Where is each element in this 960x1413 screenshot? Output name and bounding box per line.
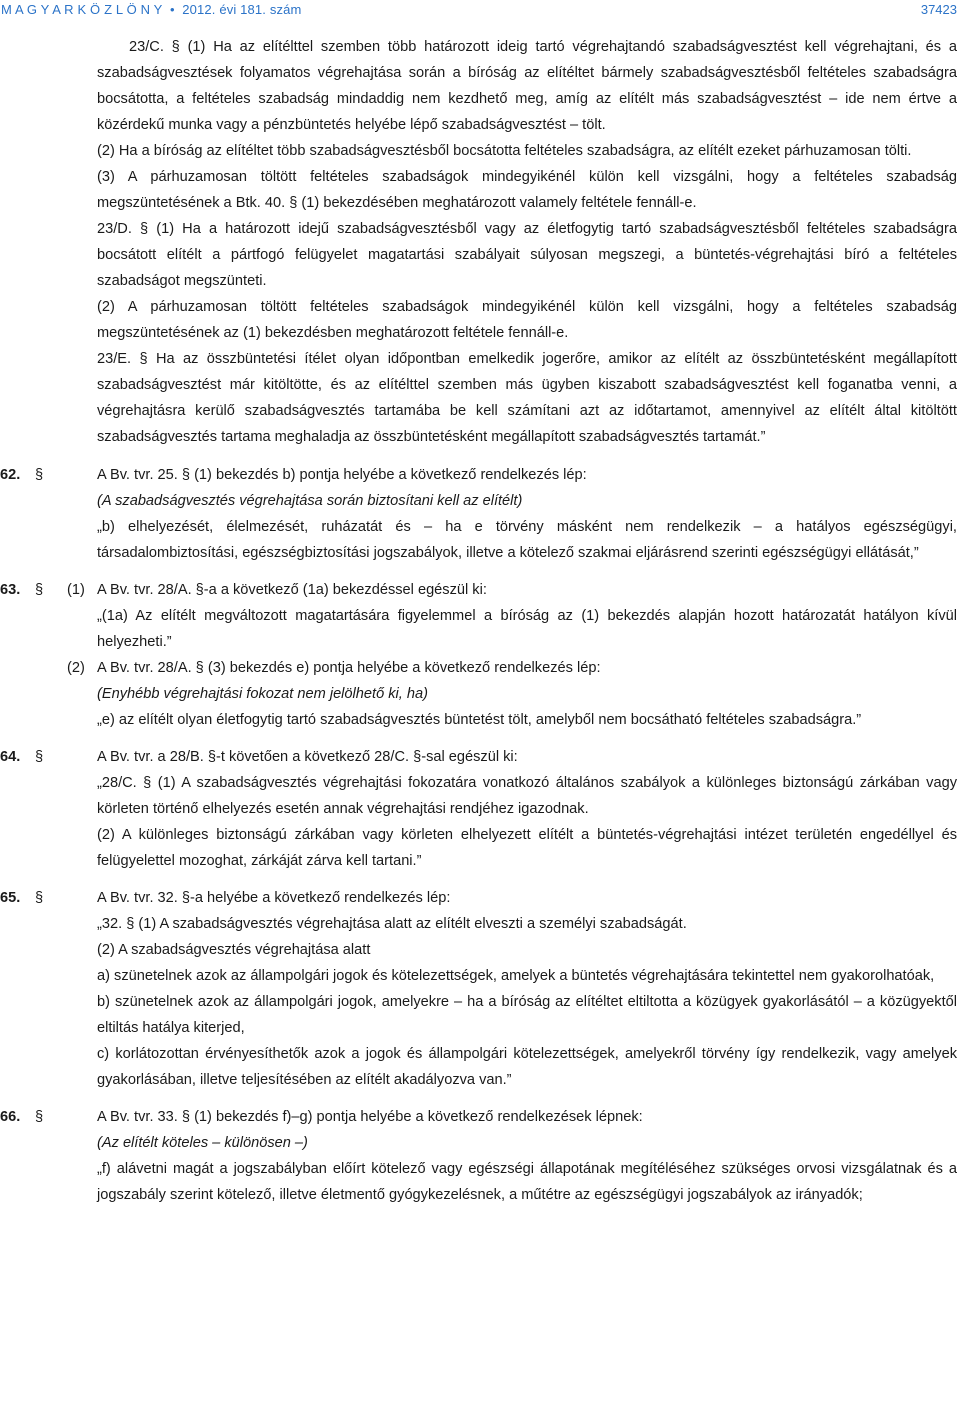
paragraph-23d-2: (2) A párhuzamosan töltött feltételes szabadságok mindegyikénél külön kell vizsgálni, hogy a feltételes szabadság megszüntetésének az (1) bekezdésben meghatározott feltétele fennáll-e. (97, 299, 957, 341)
item-62-text: „b) elhelyezését, élelmezését, ruházatát és – ha e törvény másként nem rendelkezik – a hatályos egészségügyi, társadalombiztosítási, egészségbiztosítási jogszabályok, illetve a kötelező szakmai eljárásrend szerinti egészségügyi ellátását,” (97, 519, 957, 561)
item-65-text-2: (2) A szabadságvesztés végrehajtása alatt (97, 942, 371, 958)
block-23 (0, 34, 960, 450)
paragraph-23c-3: (3) A párhuzamosan töltött feltételes szabadságok mindegyikénél külön kell vizsgálni, hogy a feltételes szabadság megszüntetésének a Btk. 40. § (1) bekezdésében meghatározott valamely feltétele fennáll-e. (97, 169, 957, 211)
item-65-text-1: „32. § (1) A szabadságvesztés végrehajtása alatt az elítélt elveszti a személyi szabadságát. (97, 916, 687, 932)
paragraph-23c-2: (2) Ha a bíróság az elítéltet több szabadságvesztésből bocsátotta feltételes szabadságra, az elítélt ezeket párhuzamosan tölti. (97, 143, 912, 159)
publication-title: M A G Y A R K Ö Z L Ö N Y (1, 2, 163, 17)
item-63-sub-2 (0, 655, 960, 733)
item-66-context: (Az elítélt köteles – különösen –) (97, 1135, 308, 1151)
item-65-line: A Bv. tvr. 32. §-a helyébe a következő rendelkezés lép: (97, 890, 451, 906)
item-number: 62. (0, 467, 21, 483)
item-65-point-c: c) korlátozottan érvényesíthetők azok a jogok és állampolgári kötelezettségek, amelyekről törvény így rendelkezik, vagy amelyek gyakorlásában, illetve teljesítésében az elítélt akadályozva van.” (97, 1046, 957, 1088)
item-number: 63. (0, 582, 21, 598)
page-number: 37423 (920, 2, 957, 17)
item-65-point-a: a) szünetelnek azok az állampolgári jogok és kötelezettségek, amelyek a büntetés végrehajtására tekintettel nem gyakorolhatóak, (97, 968, 935, 984)
section-sign: § (35, 582, 44, 598)
item-65 (0, 885, 960, 1093)
item-63 (0, 577, 960, 733)
item-62-line: A Bv. tvr. 25. § (1) bekezdés b) pontja helyébe a következő rendelkezés lép: (97, 467, 587, 483)
item-62 (0, 462, 960, 566)
item-63-1-text: „(1a) Az elítélt megváltozott magatartására figyelemmel a bíróság az (1) bekezdés alapján hozott határozatát hatályon kívül helyezheti.” (97, 608, 957, 650)
item-64-text-2: (2) A különleges biztonságú zárkában vagy körleten elhelyezett elítélt a büntetés-végrehajtási intézet területén engedéllyel és felügyelettel mozoghat, zárkáját zárva kell tartani.” (97, 827, 957, 869)
section-sign: § (35, 467, 44, 483)
document-body (0, 34, 960, 1208)
item-64-text-1: „28/C. § (1) A szabadságvesztés végrehajtási fokozatára vonatkozó általános szabályok a különleges biztonságú zárkában vagy körleten történő elhelyezés esetén annak végrehajtási rendjéhez igazodnak. (97, 775, 957, 817)
subsection-number: (2) (67, 660, 85, 676)
item-64 (0, 744, 960, 874)
item-66-text: „f) alávetni magát a jogszabályban előírt kötelező vagy egészségi állapotának megítéléséhez szükséges orvosi vizsgálatnak és a jogszabály szerint kötelező, illetve életmentő gyógykezelésnek, a műtétre az egészségügyi jogszabályok az irányadók; (97, 1161, 957, 1203)
section-sign: § (35, 890, 44, 906)
item-66-line: A Bv. tvr. 33. § (1) bekezdés f)–g) pontja helyébe a következő rendelkezések lépnek: (97, 1109, 643, 1125)
paragraph-23d-1: 23/D. § (1) Ha a határozott idejű szabadságvesztésből vagy az életfogytig tartó szabadságvesztésből feltételes szabadságra bocsátott elítélt a pártfogó felügyelet magatartási szabályait súlyosan megszegi, a büntetés-végrehajtási bíró a feltételes szabadságot megszünteti. (97, 221, 957, 289)
item-66 (0, 1104, 960, 1208)
issue-label: 2012. évi 181. szám (182, 2, 302, 17)
paragraph-23e: 23/E. § Ha az összbüntetési ítélet olyan időpontban emelkedik jogerőre, amikor az elítélt az összbüntetésként megállapított szabadságvesztést már kitöltötte, és az elítélttel szemben más ügyben kiszabott szabadságvesztést kell foganatba venni, a végrehajtásra kerülő szabadságvesztés tartamába be kell számítani azt az időtartamot, amennyivel az elítélt által kitöltött szabadságvesztés tartama meghaladja az összbüntetésként megállapított szabadságvesztés tartamát.” (97, 351, 957, 445)
item-number: 65. (0, 890, 21, 906)
item-63-2-line: A Bv. tvr. 28/A. § (3) bekezdés e) pontja helyébe a következő rendelkezés lép: (97, 660, 601, 676)
item-63-2-context: (Enyhébb végrehajtási fokozat nem jelölhető ki, ha) (97, 686, 428, 702)
header-publication-info (1, 2, 301, 17)
item-number: 64. (0, 749, 21, 765)
item-64-line: A Bv. tvr. a 28/B. §-t követően a következő 28/C. §-sal egészül ki: (97, 749, 518, 765)
paragraph-23c-1: 23/C. § (1) Ha az elítélttel szemben több határozott ideig tartó végrehajtandó szabadságvesztést kell végrehajtani, és a szabadságvesztések folyamatos végrehajtása során a bíróság az elítéltet bármely szabadságvesztésből feltételes szabadságra bocsátotta, a feltételes szabadság mindaddig nem kezdhető meg, amíg az elítélt más szabadságvesztést – ide nem értve a közérdekű munka vagy a pénzbüntetés helyébe lépő szabadságvesztést – tölt. (97, 39, 957, 133)
item-65-point-b: b) szünetelnek azok az állampolgári jogok, amelyekre – ha a bíróság az elítéltet eltiltotta a közügyek gyakorlásától – a közügyektől eltiltás hatálya kiterjed, (97, 994, 957, 1036)
section-sign: § (35, 1109, 44, 1125)
item-63-1-line: A Bv. tvr. 28/A. §-a a következő (1a) bekezdéssel egészül ki: (97, 582, 487, 598)
item-62-context: (A szabadságvesztés végrehajtása során biztosítani kell az elítélt) (97, 493, 523, 509)
item-63-sub-1 (0, 577, 960, 655)
page-header (0, 0, 960, 24)
subsection-number: (1) (67, 582, 85, 598)
item-63-2-text: „e) az elítélt olyan életfogytig tartó szabadságvesztés büntetést tölt, amelyből nem bocsátható feltételes szabadságra.” (97, 712, 862, 728)
section-sign: § (35, 749, 44, 765)
item-number: 66. (0, 1109, 21, 1125)
header-bullet: • (170, 2, 175, 17)
